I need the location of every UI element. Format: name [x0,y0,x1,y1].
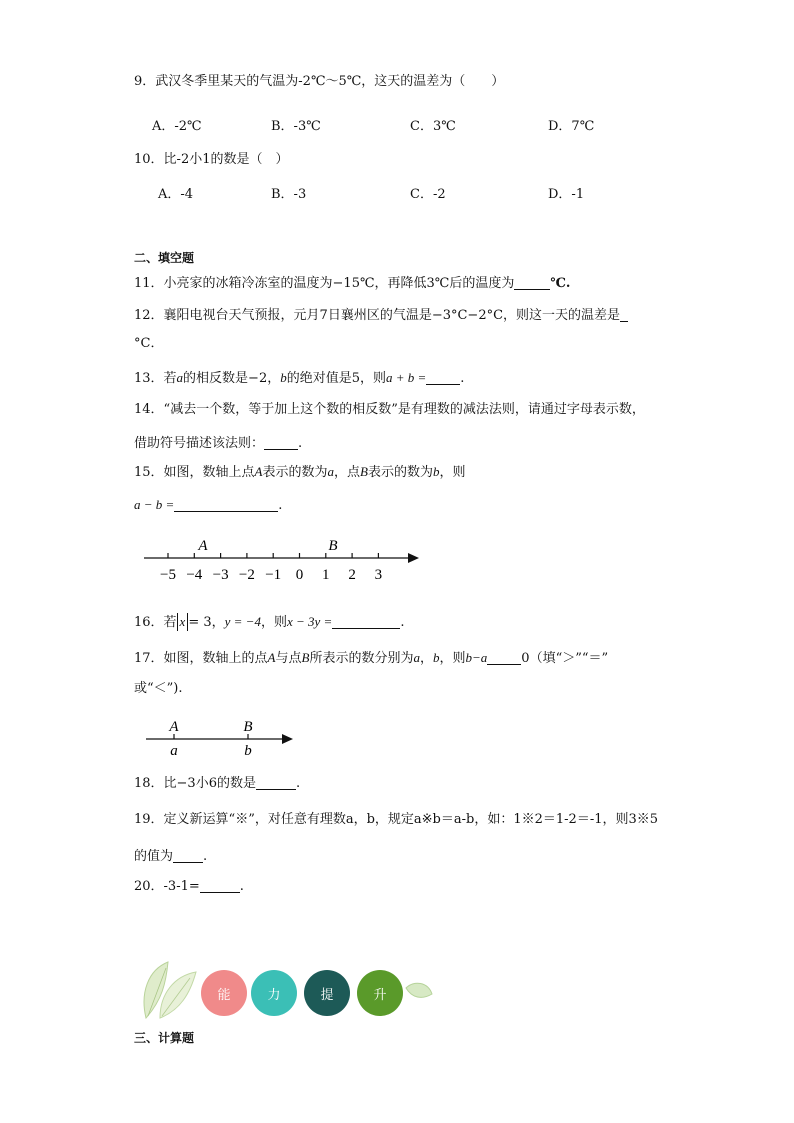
question-14: 14．“减去一个数，等于加上这个数的相反数”是有理数的减法法则，请通过字母表示数， [134,402,645,417]
banner-circle-4: 升 [357,970,403,1016]
banner-circle-2: 力 [251,970,297,1016]
small-leaf-icon [404,980,434,1004]
question-16 [134,613,404,632]
q15-text-e: ，则 [439,465,466,480]
q17-answer-blank[interactable] [487,650,521,665]
tick-label-7: 2 [348,567,356,583]
question-11 [134,275,570,293]
tick-label-5: 0 [295,567,304,583]
q16-abs-x: x [177,613,189,631]
question-15 [134,463,466,482]
tick-label-2: −3 [212,567,229,583]
q14-text: 借助符号描述该法则： [134,436,265,451]
q13-var-b: b [280,370,287,385]
q12-answer-blank[interactable] [620,307,628,322]
point-label-a: A [169,719,179,735]
q16-text-c: ，则 [260,615,287,630]
q13-end: . [460,371,465,386]
q17-text-a: 17．如图，数轴上的点 [134,651,268,666]
q16-expression: x − 3y = [286,614,333,629]
q9-option-d[interactable]: D．7℃ [548,119,595,134]
q16-answer-blank[interactable] [332,614,400,629]
question-12 [134,307,628,325]
point-label-b: B [328,538,338,554]
q15-var-a: a [327,464,335,479]
q16-y-expression: y = −4 [224,614,261,629]
banner-circle-3: 提 [304,970,350,1016]
q17-text-b: 与点 [275,651,302,666]
section-heading-fill-blank: 二、填空题 [134,251,195,265]
q10-option-a[interactable]: A．-4 [158,187,194,202]
point-label-b: B [243,719,253,735]
q20-end: . [239,879,244,894]
q16-end: . [400,615,405,630]
q19-end: . [203,849,208,864]
number-line-figure-2 [144,714,299,758]
banner-circle-1: 能 [201,970,247,1016]
q15-point-b: B [360,464,368,479]
q17-var-b: b [433,650,440,665]
axis-arrow [282,734,293,744]
q15-text-d: 表示的数为 [367,465,433,480]
value-label-a: a [170,743,178,758]
q15-text-c: ，点 [334,465,361,480]
q15-text-b: 表示的数为 [262,465,328,480]
tick-label-6: 1 [322,567,330,583]
q14-answer-blank[interactable] [264,435,298,450]
q11-unit: ℃. [550,276,571,291]
q11-text: 11．小亮家的冰箱冷冻室的温度为−15℃，再降低3℃后的温度为 [134,276,515,291]
q16-text-b: = 3， [188,615,225,630]
value-label-b: b [244,743,252,758]
q17-point-b: B [301,650,310,665]
q14-line2 [134,435,302,453]
q15-expression: a − b = [134,497,175,512]
q12-text: 12．襄阳电视台天气预报，元月7日襄州区的气温是−3°C−2°C，则这一天的温差是 [134,308,621,323]
leaf-decoration-icon [138,958,200,1020]
q13-expression: a + b = [386,370,427,385]
q13-text-b: 的相反数是−2， [183,371,281,386]
q17-point-a: A [267,650,276,665]
q17-text-d: ，则 [439,651,466,666]
q10-text: 比-2小1的数是（ ） [163,152,289,167]
tick-label-4: −1 [265,567,282,583]
q9-text: 武汉冬季里某天的气温为-2℃～5℃，这天的温差为（ ） [155,74,505,89]
q10-option-d[interactable]: D．-1 [548,187,585,202]
q15-var-b: b [433,464,440,479]
question-18 [134,775,300,793]
q13-text-a: 13．若 [134,371,177,386]
q9-number: 9． [134,74,156,89]
question-19: 19．定义新运算“※”，对任意有理数a，b，规定a※b＝a-b，如：1※2＝1-2＝-1，则3※5 [134,812,659,827]
question-17 [134,649,608,668]
q18-answer-blank[interactable] [256,775,296,790]
q15-line2 [134,496,282,515]
number-line-figure-1 [140,534,425,584]
q19-text: 的值为 [134,849,174,864]
q16-text-a: 16．若 [134,615,177,630]
q15-text-a: 15．如图，数轴上点 [134,465,255,480]
q17-line2: 或“＜”). [134,681,183,696]
q11-answer-blank[interactable] [514,275,550,290]
q10-option-b[interactable]: B．-3 [271,187,307,202]
q20-text: 20．-3-1= [134,879,200,894]
section-heading-calculation: 三、计算题 [134,1031,195,1045]
q13-text-c: 的绝对值是5，则 [286,371,386,386]
q15-point-a: A [254,464,263,479]
tick-label-0: −5 [160,567,176,583]
tick-label-3: −2 [238,567,255,583]
q9-option-b[interactable]: B．-3℃ [271,119,321,134]
q19-line2 [134,848,207,866]
question-13 [134,369,464,388]
tick-label-8: 3 [374,567,383,583]
question-20 [134,878,244,896]
q13-answer-blank[interactable] [426,370,460,385]
q17-text-c: 所表示的数分别为 [309,651,414,666]
q19-answer-blank[interactable] [173,848,203,863]
q17-expression: b−a [465,650,488,665]
q15-end: . [278,498,283,513]
question-9 [134,73,504,91]
q20-answer-blank[interactable] [200,878,240,893]
q18-end: . [295,776,301,791]
axis-arrow [408,553,419,563]
q10-number: 10． [134,152,164,167]
tick-label-1: −4 [186,567,203,583]
question-10 [134,151,288,169]
q17-text-e: 0（填“＞”“＝” [521,651,609,666]
q13-var-a: a [176,370,184,385]
q18-text: 18．比−3小6的数是 [134,776,256,791]
q15-answer-blank[interactable] [174,497,278,512]
point-label-a: A [198,538,208,554]
q12-unit: °C． [134,336,164,351]
q14-end: . [298,436,303,451]
q17-comma: ， [419,651,433,666]
q17-var-a: a [413,650,420,665]
q9-option-c[interactable]: C．3℃ [410,119,456,134]
q10-option-c[interactable]: C．-2 [410,187,446,202]
q9-option-a[interactable]: A．-2℃ [152,119,202,134]
